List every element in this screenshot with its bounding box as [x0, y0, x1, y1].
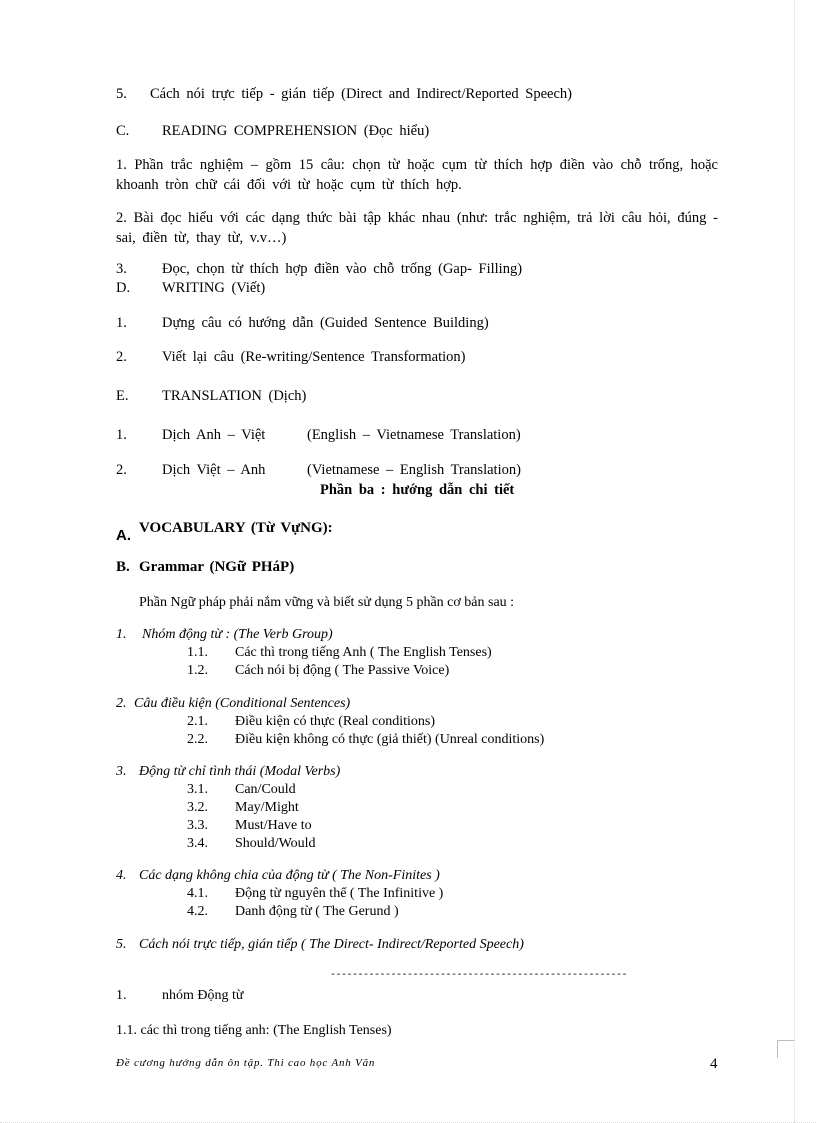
translation-item-1-text: Dịch Anh – Việt: [162, 427, 266, 443]
section-a-letter: A.: [116, 527, 131, 544]
item-1-1-number: 1.1.: [187, 645, 208, 660]
group-4-title: Các dạng không chia của động từ ( The Non-Finites ): [139, 868, 440, 883]
part-three-heading: Phần ba : hướng dẫn chi tiết: [320, 482, 515, 498]
section-c-letter: C.: [116, 123, 130, 139]
list-item-5-number: 5.: [116, 86, 127, 102]
group-2-number: 2.: [116, 696, 127, 711]
item-4-1-text: Động từ nguyên thể ( The Infinitive ): [235, 886, 444, 901]
group-3-number: 3.: [116, 764, 127, 779]
footer-title: Đề cương hướng dẫn ôn tập. Thi cao học Anh Văn: [116, 1057, 376, 1069]
list-item-3-text: Đọc, chọn từ thích hợp điền vào chỗ trống (Gap- Filling): [162, 261, 523, 277]
writing-item-1-text: Dựng câu có hướng dẫn (Guided Sentence Building): [162, 315, 489, 331]
section-e-heading: TRANSLATION (Dịch): [162, 388, 307, 404]
item-3-3-number: 3.3.: [187, 818, 208, 833]
item-2-2-number: 2.2.: [187, 732, 208, 747]
section-a-heading: VOCABULARY (Từ VựNG):: [139, 520, 333, 536]
group-2-title: Câu điều kiện (Conditional Sentences): [134, 696, 351, 711]
item-3-1-number: 3.1.: [187, 782, 208, 797]
group-3-title: Động từ chỉ tình thái (Modal Verbs): [139, 764, 341, 779]
section-d-letter: D.: [116, 280, 131, 296]
bottom-item-1-number: 1.: [116, 988, 127, 1003]
group-5-number: 5.: [116, 937, 127, 952]
item-3-3-text: Must/Have to: [235, 818, 312, 833]
section-c-heading: READING COMPREHENSION (Đọc hiểu): [162, 123, 430, 139]
list-item-5-text: Cách nói trực tiếp - gián tiếp (Direct and Indirect/Reported Speech): [150, 86, 572, 102]
grammar-intro: Phần Ngữ pháp phải nắm vững và biết sử dụng 5 phần cơ bản sau :: [139, 595, 515, 610]
group-4-number: 4.: [116, 868, 127, 883]
item-1-1-text: Các thì trong tiếng Anh ( The English Tenses): [235, 645, 492, 660]
group-1-title: Nhóm động từ : (The Verb Group): [142, 627, 333, 642]
writing-item-2-number: 2.: [116, 349, 127, 365]
separator-line: ------------------------------------------------------: [330, 970, 628, 981]
item-2-1-number: 2.1.: [187, 714, 208, 729]
item-3-2-number: 3.2.: [187, 800, 208, 815]
translation-item-2-text: Dịch Việt – Anh: [162, 462, 266, 478]
group-1-number: 1.: [116, 627, 127, 642]
item-4-1-number: 4.1.: [187, 886, 208, 901]
translation-item-2-detail: (Vietnamese – English Translation): [307, 462, 521, 478]
item-3-1-text: Can/Could: [235, 782, 296, 797]
crop-mark-vertical: [777, 1040, 778, 1058]
paragraph-multiple-choice: 1. Phần trắc nghiệm – gồm 15 câu: chọn từ hoặc cụm từ thích hợp điền vào chỗ trống, hoặc khoanh tròn chữ cái đối với từ hoặc cụm từ thích hợp.: [116, 157, 718, 193]
item-4-2-number: 4.2.: [187, 904, 208, 919]
page-number: 4: [710, 1056, 718, 1072]
paragraph-reading: 2. Bài đọc hiểu với các dạng thức bài tập khác nhau (như: trắc nghiệm, trả lời câu hỏi, đúng - sai, điền từ, thay từ, v.v…): [116, 210, 718, 246]
bottom-item-1-text: nhóm Động từ: [162, 988, 244, 1003]
bottom-item-1-1: 1.1. các thì trong tiếng anh: (The English Tenses): [116, 1023, 392, 1038]
item-3-4-number: 3.4.: [187, 836, 208, 851]
translation-item-2-number: 2.: [116, 462, 127, 478]
section-b-title: Grammar (NGữ PHáP): [139, 559, 295, 575]
section-b-heading: B.: [116, 559, 130, 575]
item-1-2-number: 1.2.: [187, 663, 208, 678]
writing-item-2-text: Viết lại câu (Re-writing/Sentence Transformation): [162, 349, 466, 365]
item-1-2-text: Cách nói bị động ( The Passive Voice): [235, 663, 450, 678]
item-3-4-text: Should/Would: [235, 836, 316, 851]
translation-item-1-detail: (English – Vietnamese Translation): [307, 427, 521, 443]
section-e-letter: E.: [116, 388, 129, 404]
item-2-2-text: Điều kiện không có thực (giả thiết) (Unreal conditions): [235, 732, 545, 747]
list-item-3-number: 3.: [116, 261, 127, 277]
item-4-2-text: Danh động từ ( The Gerund ): [235, 904, 399, 919]
page-edge-right: [794, 0, 795, 1123]
item-2-1-text: Điều kiện có thực (Real conditions): [235, 714, 436, 729]
item-3-2-text: May/Might: [235, 800, 299, 815]
writing-item-1-number: 1.: [116, 315, 127, 331]
section-d-heading: WRITING (Viết): [162, 280, 266, 296]
translation-item-1-number: 1.: [116, 427, 127, 443]
crop-mark-horizontal: [777, 1040, 794, 1041]
group-5-title: Cách nói trực tiếp, gián tiếp ( The Direct- Indirect/Reported Speech): [139, 937, 524, 952]
